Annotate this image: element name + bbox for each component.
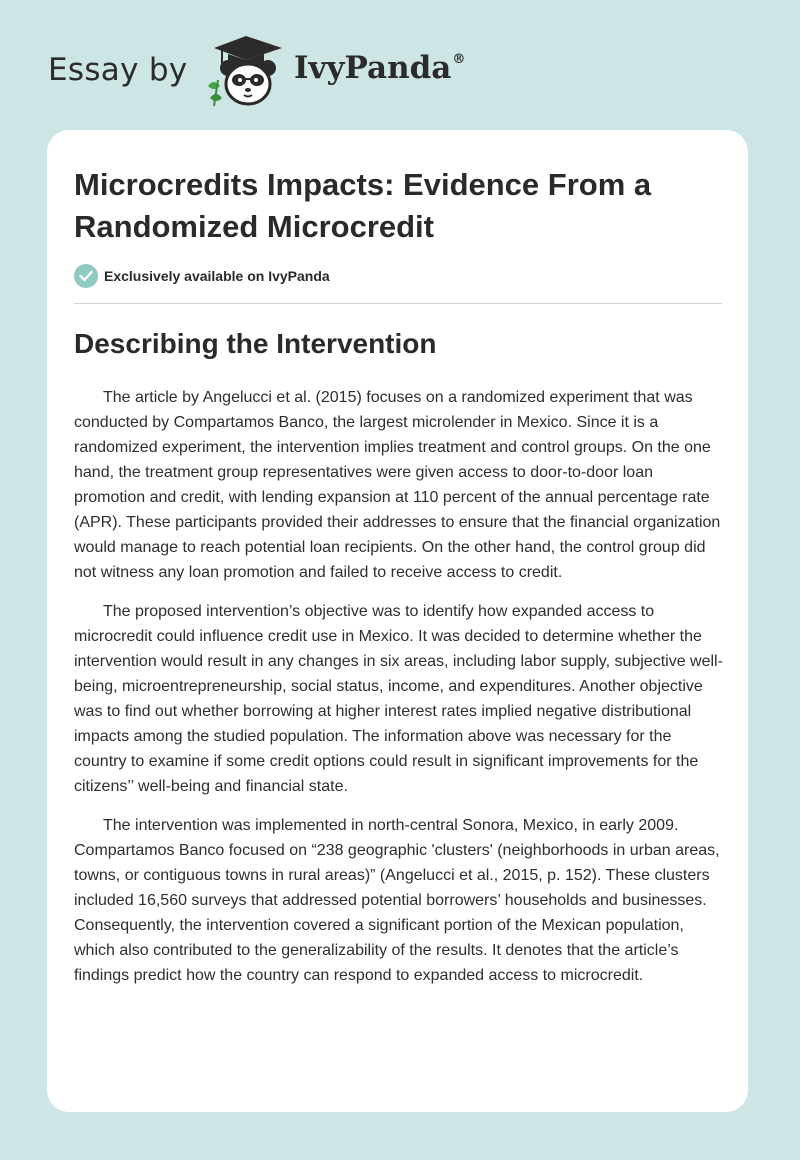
brand-name-text: IvyPanda (294, 50, 452, 86)
paragraph-3: The intervention was implemented in north-central Sonora, Mexico, in early 2009. Compartamos Banco focused on “238 geographic 'clusters' (neighborhoods in urban areas, towns, or contiguous towns in rural areas)” (Angelucci et al., 2015, p. 152). These clusters included 16,560 surveys that addressed potential borrowers’ households and businesses. Consequently, the intervention covered a significant portion of the Mexican population, which also contributed to the generalizability of the results. It denotes that the article’s findings predict how the country can respond to expanded access to microcredit. (74, 817, 720, 984)
panda-graduation-cap-icon[interactable] (200, 34, 292, 110)
article-card (47, 130, 748, 1112)
check-circle-icon (74, 264, 98, 288)
article-body (74, 385, 726, 1002)
section-heading: Describing the Intervention (74, 328, 437, 359)
exclusive-badge (74, 263, 330, 289)
paragraph-2: The proposed intervention’s objective was to identify how expanded access to microcredit could influence credit use in Mexico. It was decided to determine whether the intervention would result in any changes in six areas, including labor supply, subjective well-being, microentrepreneurship, social status, income, and expenditures. Another objective was to find out whether borrowing at higher interest rates implied negative distributional impacts among the studied population. The information above was necessary for the country to examine if some credit options could result in significant improvements for the citizens’’ well-being and financial state. (74, 603, 723, 795)
essay-by-label: Essay by (48, 52, 188, 88)
site-header (48, 30, 548, 110)
paragraph-1: The article by Angelucci et al. (2015) focuses on a randomized experiment that was conducted by Compartamos Banco, the largest microlender in Mexico. Since it is a randomized experiment, the intervention implies treatment and control groups. On the one hand, the treatment group representatives were given access to door-to-door loan promotion and credit, with lending expansion at 110 percent of the annual percentage rate (APR). These participants provided their addresses to ensure that the financial organization would manage to reach potential loan recipients. On the other hand, the control group did not witness any loan promotion and failed to receive access to credit. (74, 389, 721, 581)
exclusive-badge-label: Exclusively available on IvyPanda (104, 268, 330, 284)
page-title: Microcredits Impacts: Evidence From a Randomized Microcredit (74, 167, 652, 244)
divider (74, 303, 722, 304)
brand-name[interactable] (294, 50, 465, 86)
registered-mark: ® (452, 52, 466, 67)
